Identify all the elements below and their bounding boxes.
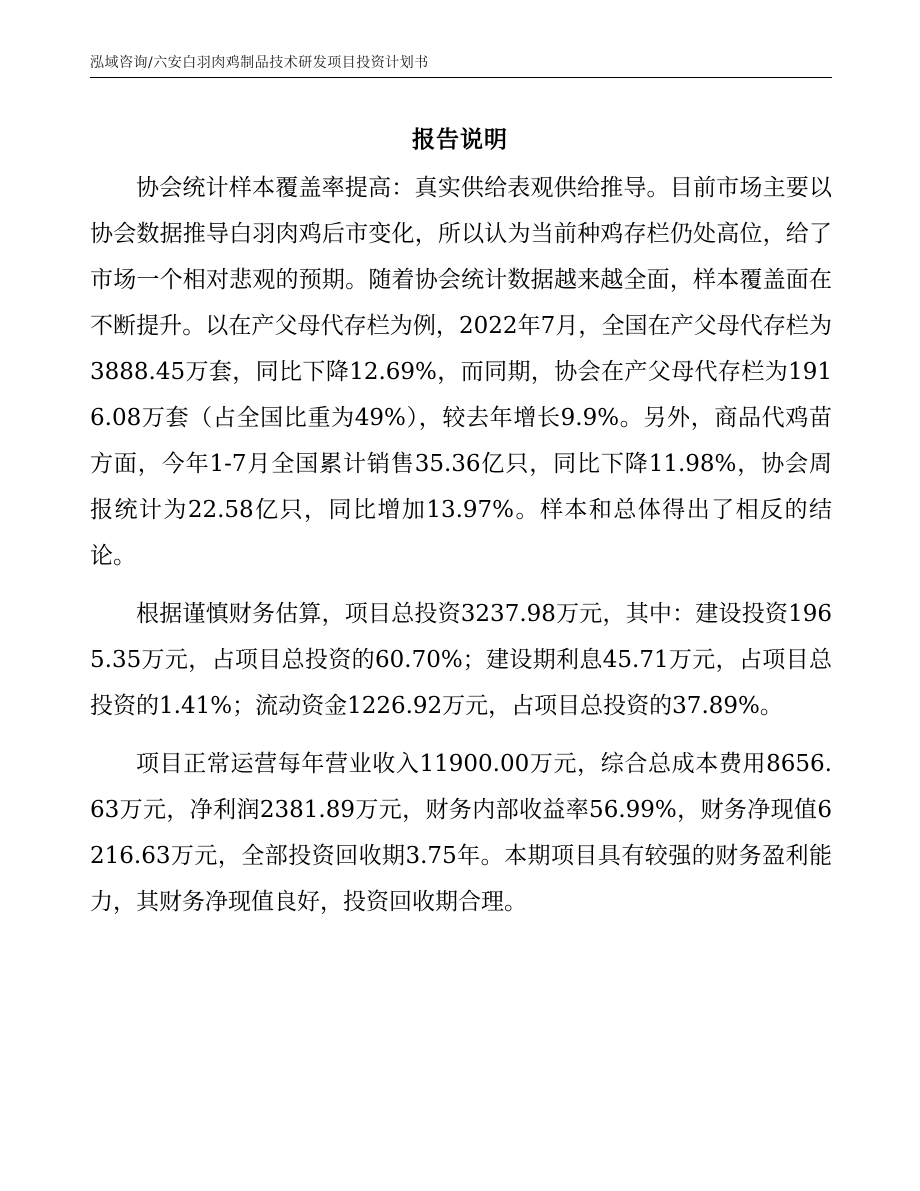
section-title: 报告说明 [412,127,508,153]
header-divider [90,77,832,78]
document-body [90,165,832,925]
paragraph-investment-estimate: 根据谨慎财务估算，项目总投资3237.98万元，其中：建设投资1965.35万元，占项目总投资的60.70%；建设期利息45.71万元，占项目总投资的1.41%；流动资金1226.92万元，占项目总投资的37.89%。 [90,601,832,719]
running-header: 泓域咨询/六安白羽肉鸡制品技术研发项目投资计划书 [90,55,429,71]
paragraph-financial-returns: 项目正常运营每年营业收入11900.00万元，综合总成本费用8656.63万元，净利润2381.89万元，财务内部收益率56.99%，财务净现值6216.63万元，全部投资回收期3.75年。本期项目具有较强的财务盈利能力，其财务净现值良好，投资回收期合理。 [90,751,832,915]
paragraph-market-analysis: 协会统计样本覆盖率提高：真实供给表观供给推导。目前市场主要以协会数据推导白羽肉鸡后市变化，所以认为当前种鸡存栏仍处高位，给了市场一个相对悲观的预期。随着协会统计数据越来越全面，样本覆盖面在不断提升。以在产父母代存栏为例，2022年7月，全国在产父母代存栏为3888.45万套，同比下降12.69%，而同期，协会在产父母代存栏为1916.08万套（占全国比重为49%），较去年增长9.9%。另外，商品代鸡苗方面，今年1-7月全国累计销售35.36亿只，同比下降11.98%，协会周报统计为22.58亿只，同比增加13.97%。样本和总体得出了相反的结论。 [90,175,832,569]
